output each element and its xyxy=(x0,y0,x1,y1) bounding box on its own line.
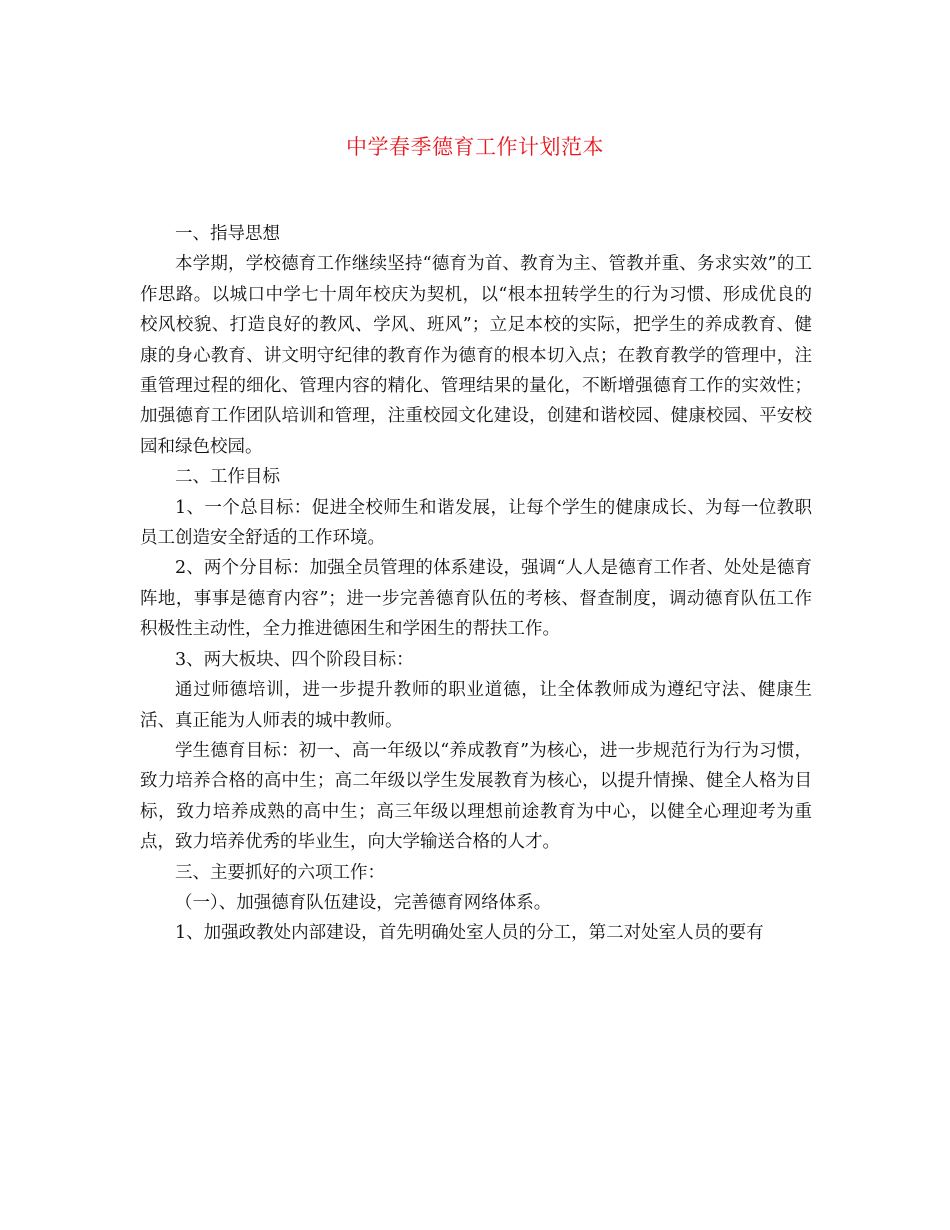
paragraph-student-goals: 学生德育目标：初一、高一年级以“养成教育”为核心，进一步规范行为行为习惯，致力培养合格的高中生；高二年级以学生发展教育为核心，以提升情操、健全人格为目标，致力培养成熟的高中生；高三年级以理想前途教育为中心，以健全心理迎考为重点，致力培养优秀的毕业生，向大学输送合格的人才。 xyxy=(140,740,812,853)
paragraph-teacher-training: 通过师德培训，进一步提升教师的职业道德，让全体教师成为遵纪守法、健康生活、真正能为人师表的城中教师。 xyxy=(140,680,812,731)
paragraph-office-building: 1、加强政教处内部建设，首先明确处室人员的分工，第二对处室人员的要有 xyxy=(175,923,764,944)
document-body xyxy=(140,219,812,949)
section-heading-six-tasks: 三、主要抓好的六项工作： xyxy=(175,862,385,883)
paragraph-guiding-ideology: 本学期，学校德育工作继续坚持“德育为首、教育为主、管教并重、务求实效”的工作思路。以城口中学七十周年校庆为契机，以“根本扭转学生的行为习惯、形成优良的校风校貌、打造良好的教风、学风、班风”；立足本校的实际，把学生的养成教育、健康的身心教育、讲文明守纪律的教育作为德育的根本切入点；在教育教学的管理中，注重管理过程的细化、管理内容的精化、管理结果的量化，不断增强德育工作的实效性；加强德育工作团队培训和管理，注重校园文化建设，创建和谐校园、健康校园、平安校园和绿色校园。 xyxy=(140,254,812,457)
section-heading-guiding-ideology: 一、指导思想 xyxy=(175,224,280,244)
paragraph-sub-goals: 2、两个分目标：加强全员管理的体系建设，强调“人人是德育工作者、处处是德育阵地，事事是德育内容”；进一步完善德育队伍的考核、督查制度，调动德育队伍工作积极性主动性，全力推进德困生和学困生的帮扶工作。 xyxy=(140,558,812,640)
paragraph-overall-goal: 1、一个总目标：促进全校师生和谐发展，让每个学生的健康成长、为每一位教职员工创造安全舒适的工作环境。 xyxy=(140,497,812,549)
document-title: 中学春季德育工作计划范本 xyxy=(346,135,604,159)
subsection-heading-team-building: （一）、加强德育队伍建设，完善德育网络体系。 xyxy=(175,892,552,913)
section-heading-work-goals: 二、工作目标 xyxy=(175,467,280,488)
paragraph-stage-goals: 3、两大板块、四个阶段目标： xyxy=(175,649,414,670)
